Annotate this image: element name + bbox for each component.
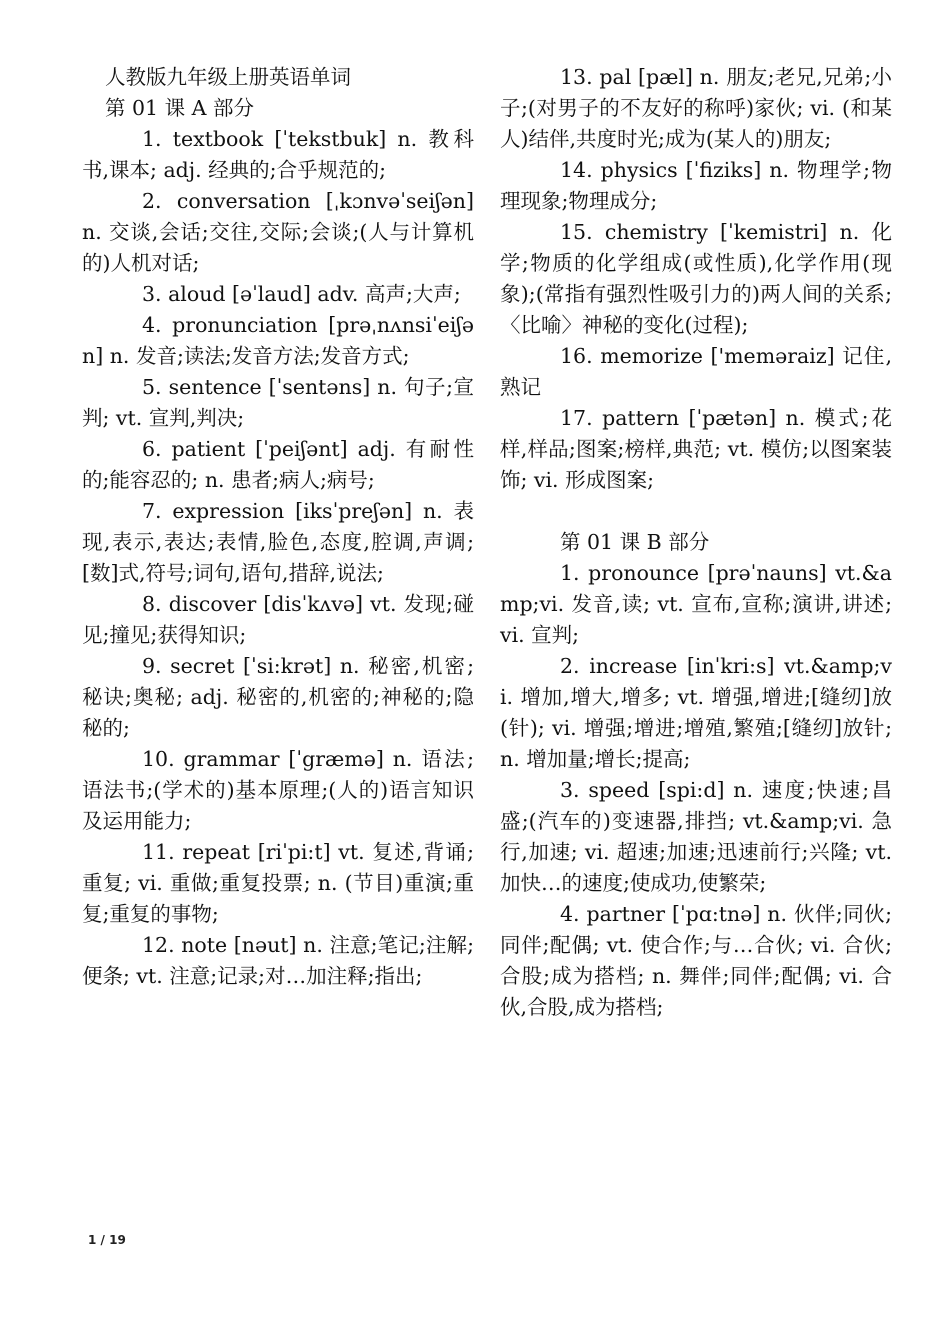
- vocab-entry: 5. sentence [ˈsentəns] n. 句子;宣判; vt. 宣判,判决;: [82, 375, 474, 430]
- right-column: [500, 62, 892, 1023]
- vocab-entry: 8. discover [disˈkʌvə] vt. 发现;碰见;撞见;获得知识;: [82, 592, 474, 647]
- vocab-entry: 4. partner [ˈpɑ:tnə] n. 伙伴;同伙;同伴;配偶; vt. 使合作;与…合伙; vi. 合伙;合股;成为搭档; n. 舞伴;同伴;配偶; vi. 合伙,合股,成为搭档;: [500, 902, 892, 1019]
- vocab-entry: 2. conversation [ˌkɔnvəˈseiʃən] n. 交谈,会话;交往,交际;会谈;(人与计算机的)人机对话;: [82, 189, 474, 275]
- vocab-entry: 10. grammar [ˈgræmə] n. 语法;语法书;(学术的)基本原理;(人的)语言知识及运用能力;: [82, 747, 474, 833]
- vocab-entry: 3. aloud [əˈlaud] adv. 高声;大声;: [142, 282, 461, 306]
- vocab-entry: 15. chemistry [ˈkemistri] n. 化学;物质的化学组成(或性质),化学作用(现象);(常指有强烈性吸引力的)两人间的关系;〈比喻〉神秘的变化(过程);: [500, 220, 892, 337]
- vocab-entry: 12. note [nəut] n. 注意;笔记;注解;便条; vt. 注意;记录;对…加注释;指出;: [82, 933, 474, 988]
- section-spacer: [500, 496, 892, 527]
- section-a-heading: 第 01 课 A 部分: [105, 96, 254, 120]
- vocab-entry: 9. secret [ˈsi:krət] n. 秘密,机密;秘诀;奥秘; adj. 秘密的,机密的;神秘的;隐秘的;: [82, 654, 474, 740]
- vocab-entry: 14. physics [ˈfiziks] n. 物理学;物理现象;物理成分;: [500, 158, 892, 213]
- vocab-entry: 4. pronunciation [prəˌnʌnsiˈeiʃən] n. 发音;读法;发音方法;发音方式;: [82, 313, 474, 368]
- vocab-entry: 17. pattern [ˈpætən] n. 模式;花样,样品;图案;榜样,典范; vt. 模仿;以图案装饰; vi. 形成图案;: [500, 406, 892, 492]
- page-indicator: 1 / 19: [88, 1233, 126, 1247]
- vocab-entry: 16. memorize ['meməraiz] 记住,熟记: [500, 344, 892, 399]
- left-column: [82, 62, 474, 992]
- vocab-entry: 1. textbook [ˈtekstbuk] n. 教科书,课本; adj. 经典的;合乎规范的;: [82, 127, 474, 182]
- vocab-entry: 1. pronounce [prəˈnauns] vt.&amp;vi. 发音,读; vt. 宣布,宣称;演讲,讲述; vi. 宣判;: [500, 561, 892, 647]
- vocab-entry: 13. pal [pæl] n. 朋友;老兄,兄弟;小子;(对男子的不友好的称呼)家伙; vi. (和某人)结伴,共度时光;成为(某人的)朋友;: [500, 65, 892, 151]
- section-b-heading: 第 01 课 B 部分: [560, 530, 710, 554]
- vocab-entry: 7. expression [iksˈpreʃən] n. 表现,表示,表达;表情,脸色,态度,腔调,声调;[数]式,符号;词句,语句,措辞,说法;: [82, 499, 474, 585]
- document-title: 人教版九年级上册英语单词: [105, 65, 351, 89]
- vocab-entry: 3. speed [spi:d] n. 速度;快速;昌盛;(汽车的)变速器,排挡; vt.&amp;vi. 急行,加速; vi. 超速;加速;迅速前行;兴隆; vt. 加快…的速度;使成功,使繁荣;: [500, 778, 892, 895]
- vocab-entry: 6. patient [ˈpeiʃənt] adj. 有耐性的;能容忍的; n. 患者;病人;病号;: [82, 437, 474, 492]
- vocab-entry: 11. repeat [riˈpi:t] vt. 复述,背诵;重复; vi. 重做;重复投票; n. (节目)重演;重复;重复的事物;: [82, 840, 474, 926]
- vocab-entry: 2. increase [inˈkri:s] vt.&amp;vi. 增加,增大,增多; vt. 增强,增进;[缝纫]放(针); vi. 增强;增进;增殖,繁殖;[缝纫]放针; n. 增加量;增长;提高;: [500, 654, 892, 771]
